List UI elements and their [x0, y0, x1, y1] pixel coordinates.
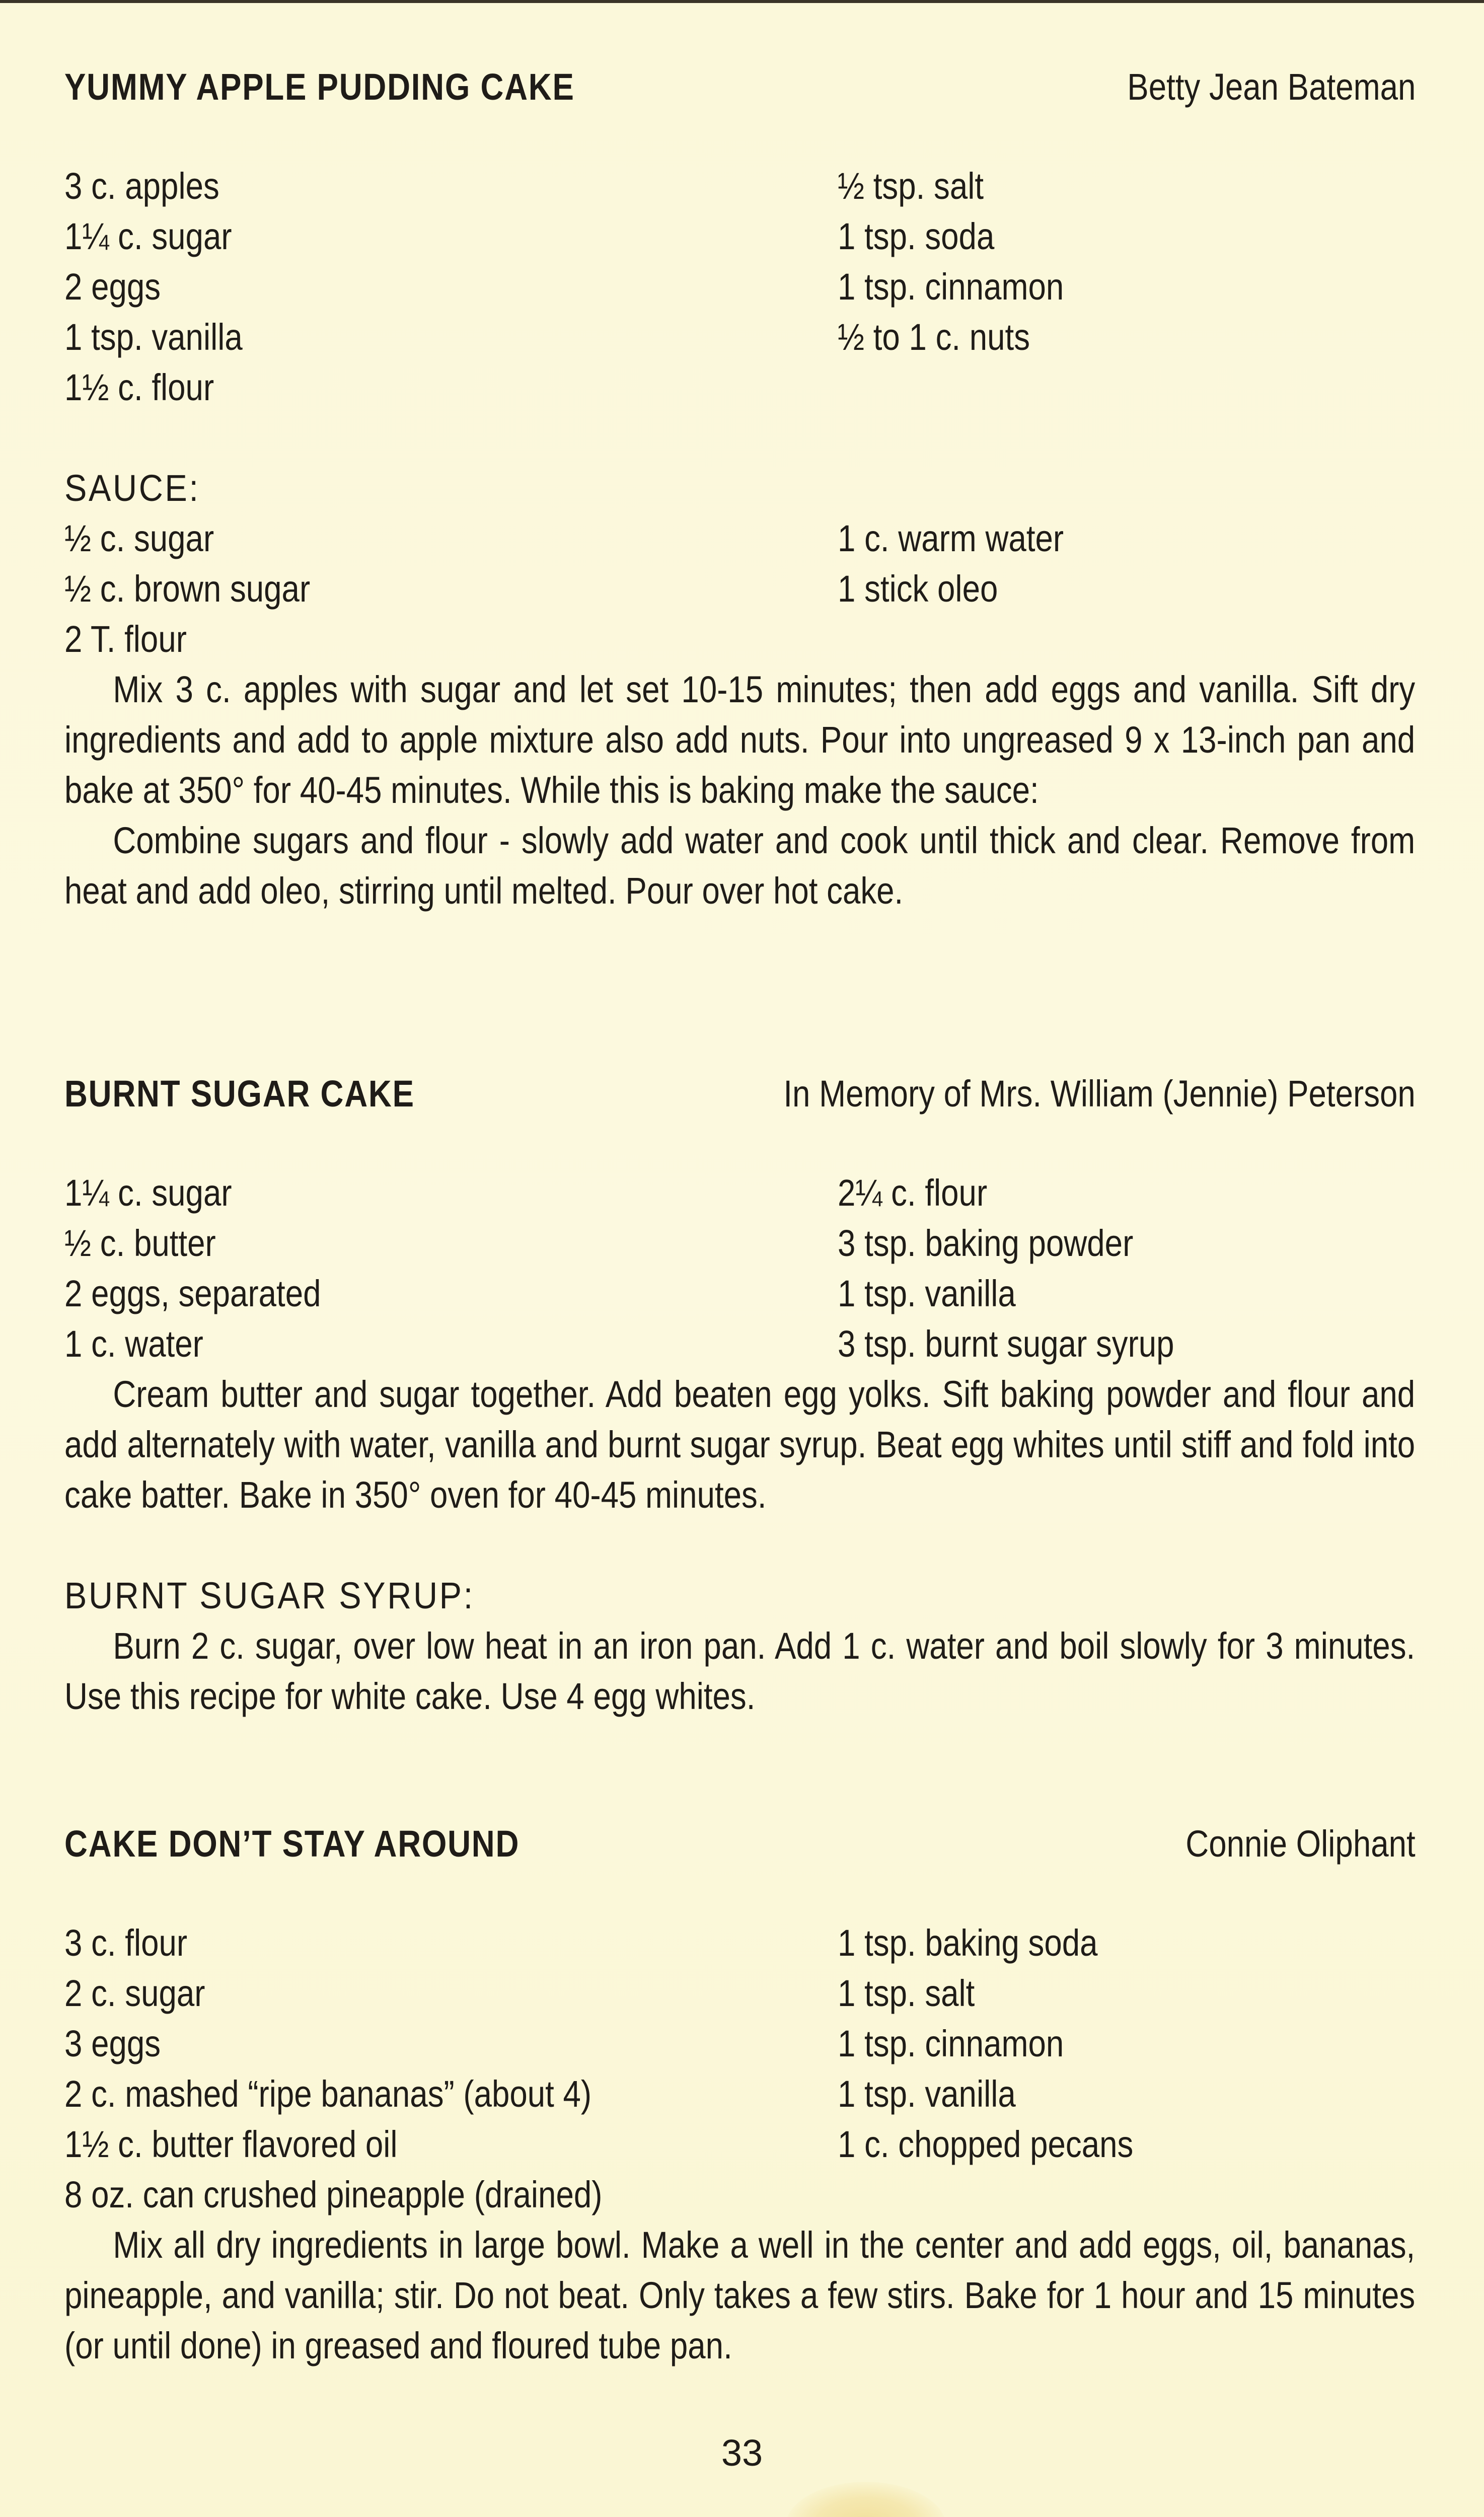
ingredient: 2 eggs, separated — [64, 1273, 321, 1314]
ingredient: 3 eggs — [64, 2023, 161, 2064]
ingredient: ½ to 1 c. nuts — [838, 316, 1030, 358]
recipe-cake-dont-stay-around — [64, 1822, 1416, 2371]
top-edge-rule — [0, 0, 1484, 3]
ingredient: 1¼ c. sugar — [64, 1172, 232, 1214]
directions-paragraph: Mix 3 c. apples with sugar and let set 10-15 minutes; then add eggs and vanilla. Sift dry ingredients and add to apple mixture also add nuts. Pour into ungreased 9 x 13-inch pan and bake at 350° for 40-45 minutes. While this is baking make the sauce: — [64, 669, 1416, 811]
ingredient: 1 tsp. salt — [838, 1972, 975, 2014]
recipe-yummy-apple-pudding-cake — [64, 65, 1416, 916]
ingredient-list — [64, 1168, 1416, 1369]
ingredient: 1½ c. butter flavored oil — [64, 2123, 398, 2165]
sauce-column-left — [64, 513, 838, 664]
ingredient-list — [64, 161, 1416, 413]
ingredient: 2 eggs — [64, 266, 161, 308]
ingredient: 2¼ c. flour — [838, 1172, 988, 1214]
syrup-directions: Burn 2 c. sugar, over low heat in an iron pan. Add 1 c. water and boil slowly for 3 minutes. Use this recipe for white cake. Use 4 egg whites. — [64, 1625, 1416, 1717]
ingredient: 1¼ c. sugar — [64, 215, 232, 257]
sauce-ingredient-list — [64, 513, 1416, 664]
ingredient: 3 c. flour — [64, 1922, 188, 1964]
sauce-heading: SAUCE: — [64, 467, 200, 509]
recipe-author: In Memory of Mrs. William (Jennie) Peterson — [783, 1073, 1416, 1115]
ingredient: 1 c. water — [64, 1323, 203, 1365]
ingredient: 3 tsp. baking powder — [838, 1222, 1134, 1264]
ingredient: 2 c. mashed “ripe bananas” (about 4) — [64, 2073, 592, 2115]
recipe-header — [64, 65, 1416, 121]
ingredient-column-right — [838, 1918, 1416, 2220]
recipe-author: Connie Oliphant — [1185, 1823, 1416, 1865]
recipe-title: CAKE DON’T STAY AROUND — [64, 1823, 520, 1865]
sauce-column-right — [838, 513, 1416, 664]
ingredient: 8 oz. can crushed pineapple (drained) — [64, 2174, 603, 2215]
recipe-header — [64, 1072, 1416, 1128]
ingredient: 2 c. sugar — [64, 1972, 205, 2014]
ingredient-column-left — [64, 1168, 838, 1369]
page-stain — [785, 2482, 946, 2517]
ingredient-column-left — [64, 1918, 838, 2220]
recipe-burnt-sugar-cake — [64, 1072, 1416, 1722]
ingredient-column-right — [838, 1168, 1416, 1369]
ingredient: 1 tsp. cinnamon — [838, 266, 1064, 308]
ingredient: ½ c. brown sugar — [64, 568, 311, 610]
directions-paragraph: Mix all dry ingredients in large bowl. Make a well in the center and add eggs, oil, bananas, pineapple, and vanilla; stir. Do not beat. Only takes a few stirs. Bake for 1 hour and 15 minutes (or until done) in greased and floured tube pan. — [64, 2224, 1416, 2366]
ingredient: 1 tsp. vanilla — [64, 316, 243, 358]
recipe-title: YUMMY APPLE PUDDING CAKE — [64, 66, 575, 108]
ingredient: 1 tsp. soda — [838, 215, 995, 257]
ingredient: 1 tsp. vanilla — [838, 2073, 1016, 2115]
page-number: 33 — [721, 2432, 763, 2474]
ingredient: 2 T. flour — [64, 618, 187, 660]
ingredient: ½ c. sugar — [64, 517, 214, 559]
ingredient: 1 stick oleo — [838, 568, 998, 610]
ingredient: 3 c. apples — [64, 165, 219, 207]
ingredient-list — [64, 1918, 1416, 2220]
ingredient: 1½ c. flour — [64, 366, 214, 408]
directions-paragraph: Cream butter and sugar together. Add beaten egg yolks. Sift baking powder and flour and add alternately with water, vanilla and burnt sugar syrup. Beat egg whites until stiff and fold into cake batter. Bake in 350° oven for 40-45 minutes. — [64, 1373, 1416, 1516]
ingredient: 1 tsp. baking soda — [838, 1922, 1098, 1964]
ingredient: 1 tsp. vanilla — [838, 1273, 1016, 1314]
recipe-header — [64, 1822, 1416, 1878]
ingredient: 3 tsp. burnt sugar syrup — [838, 1323, 1174, 1365]
syrup-heading: BURNT SUGAR SYRUP: — [64, 1575, 475, 1616]
ingredient-column-right — [838, 161, 1416, 413]
recipe-title: BURNT SUGAR CAKE — [64, 1073, 415, 1115]
ingredient: 1 c. warm water — [838, 517, 1064, 559]
ingredient: ½ c. butter — [64, 1222, 216, 1264]
ingredient: 1 c. chopped pecans — [838, 2123, 1134, 2165]
recipe-author: Betty Jean Bateman — [1127, 66, 1416, 108]
ingredient-column-left — [64, 161, 838, 413]
directions-paragraph: Combine sugars and flour - slowly add water and cook until thick and clear. Remove from heat and add oleo, stirring until melted. Pour over hot cake. — [64, 820, 1416, 912]
ingredient: 1 tsp. cinnamon — [838, 2023, 1064, 2064]
ingredient: ½ tsp. salt — [838, 165, 984, 207]
